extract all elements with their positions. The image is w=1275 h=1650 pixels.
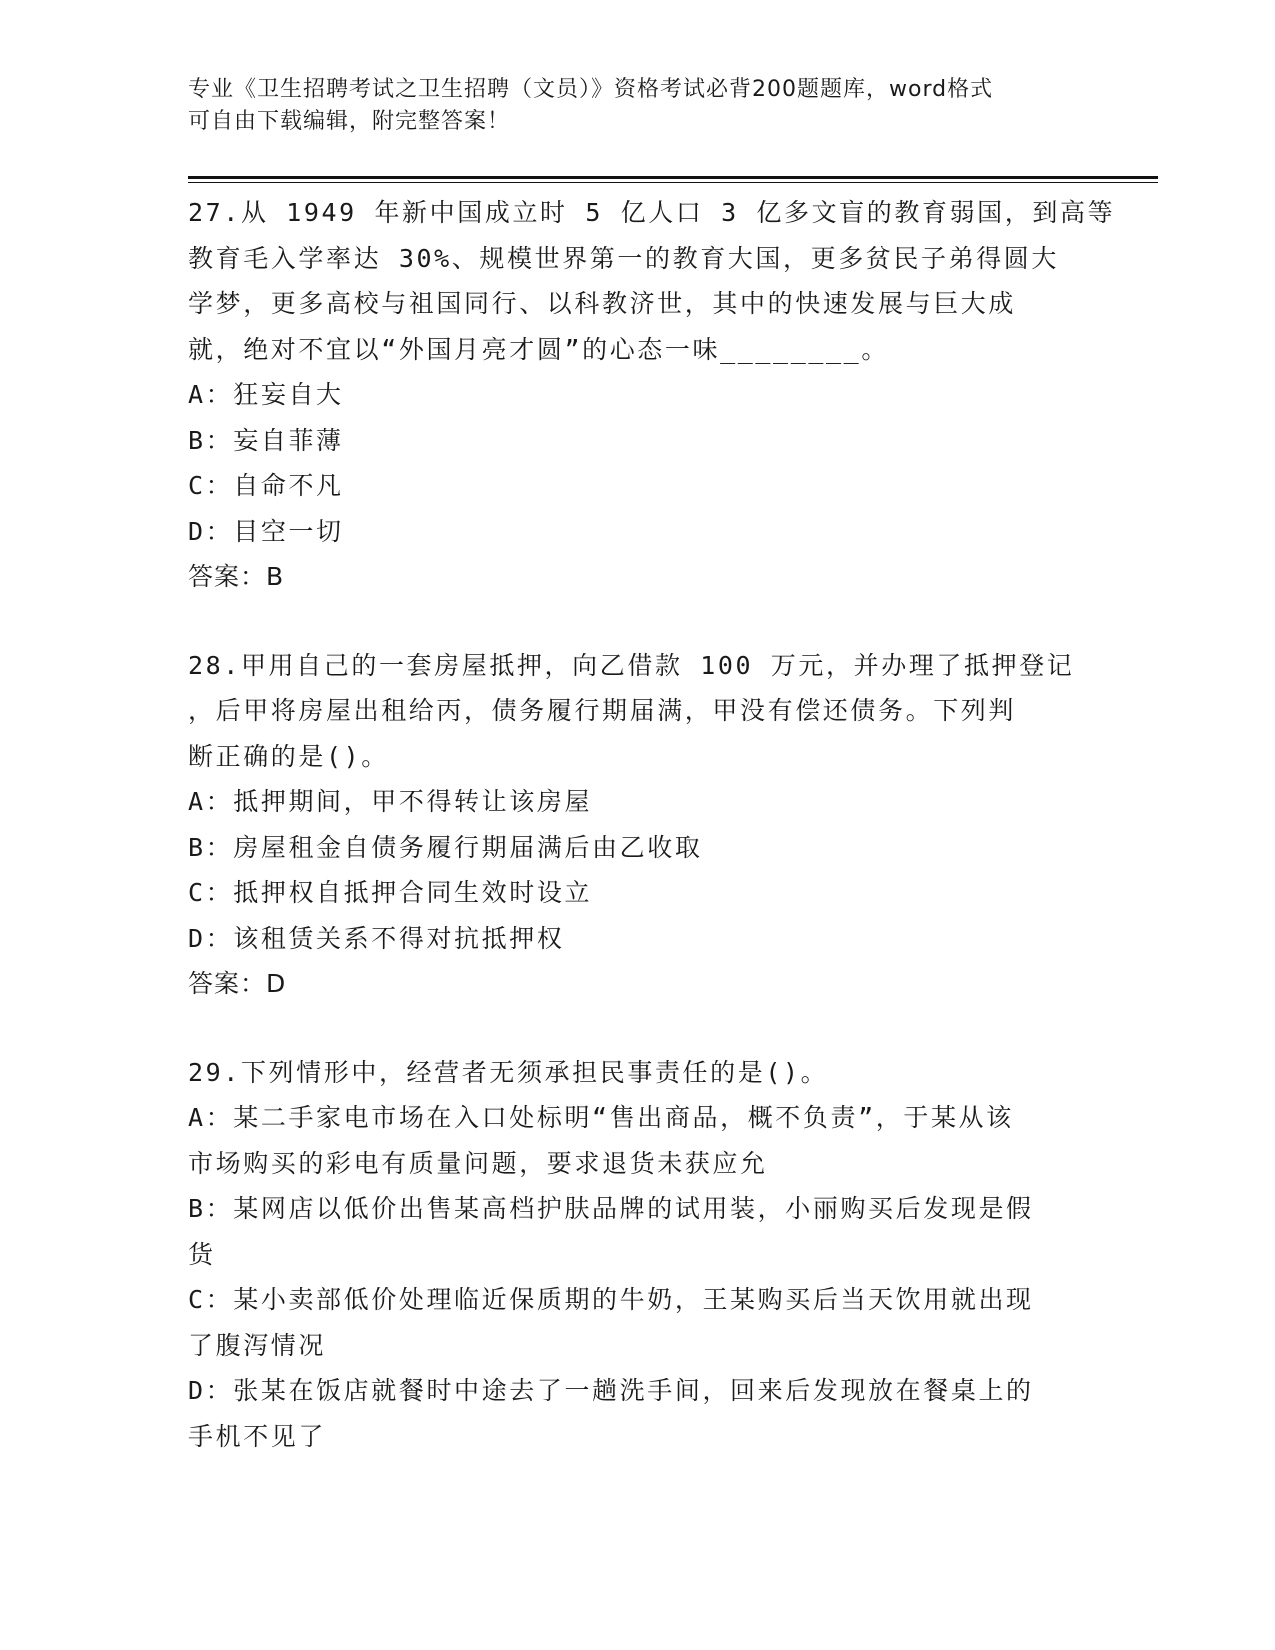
option-d: D：张某在饭店就餐时中途去了一趟洗手间，回来后发现放在餐桌上的 (188, 1376, 1034, 1405)
question-29 (188, 1050, 1088, 1460)
option-c-continued: 了腹泻情况 (188, 1330, 327, 1360)
option-b: B：房屋租金自债务履行期届满后由乙收取 (188, 832, 703, 862)
answer-label: 答案：D (188, 969, 287, 998)
option-d: D：目空一切 (188, 516, 344, 546)
question-text-line: 28.甲用自己的一套房屋抵押，向乙借款 100 万元，并办理了抵押登记 (188, 650, 1075, 680)
option-c: C：抵押权自抵押合同生效时设立 (188, 878, 593, 907)
question-text-line: 就，绝对不宜以“外国月亮才圆”的心态一味________。 (188, 334, 889, 364)
question-27 (188, 190, 1116, 600)
header-line-2: 可自由下载编辑，附完整答案！ (188, 109, 511, 134)
header-rule-thin (188, 182, 1158, 183)
option-d-continued: 手机不见了 (188, 1421, 327, 1451)
question-text-line: 学梦，更多高校与祖国同行、以科教济世，其中的快速发展与巨大成 (188, 289, 1017, 318)
answer-label: 答案：B (188, 562, 285, 591)
option-a: A：狂妄自大 (188, 380, 344, 409)
question-text-line: ，后甲将房屋出租给丙，债务履行期届满，甲没有偿还债务。下列判 (188, 696, 1017, 725)
option-a: A：某二手家电市场在入口处标明“售出商品，概不负责”，于某从该 (188, 1103, 1014, 1132)
question-list (188, 190, 1116, 1502)
header-rule-thick (188, 176, 1158, 179)
option-b-continued: 货 (188, 1239, 216, 1269)
header-line-1: 专业《卫生招聘考试之卫生招聘（文员）》资格考试必背200题题库，word格式 (188, 77, 994, 102)
option-b: B：妄自菲薄 (188, 425, 344, 455)
question-text-line: 29.下列情形中，经营者无须承担民事责任的是()。 (188, 1057, 829, 1087)
question-text-line: 断正确的是()。 (188, 741, 389, 771)
option-a: A：抵押期间，甲不得转让该房屋 (188, 787, 593, 816)
option-c: C：某小卖部低价处理临近保质期的牛奶，王某购买后当天饮用就出现 (188, 1285, 1034, 1314)
option-d: D：该租赁关系不得对抗抵押权 (188, 923, 565, 953)
document-header (188, 74, 1088, 138)
question-text-line: 27.从 1949 年新中国成立时 5 亿人口 3 亿多文盲的教育弱国，到高等 (188, 198, 1116, 227)
option-c: C：自命不凡 (188, 471, 344, 500)
question-text-line: 教育毛入学率达 30%、规模世界第一的教育大国，更多贫民子弟得圆大 (188, 243, 1060, 273)
question-28 (188, 643, 1088, 1007)
option-a-continued: 市场购买的彩电有质量问题，要求退货未获应允 (188, 1148, 768, 1178)
option-b: B：某网店以低价出售某高档护肤品牌的试用装，小丽购买后发现是假 (188, 1194, 1034, 1223)
